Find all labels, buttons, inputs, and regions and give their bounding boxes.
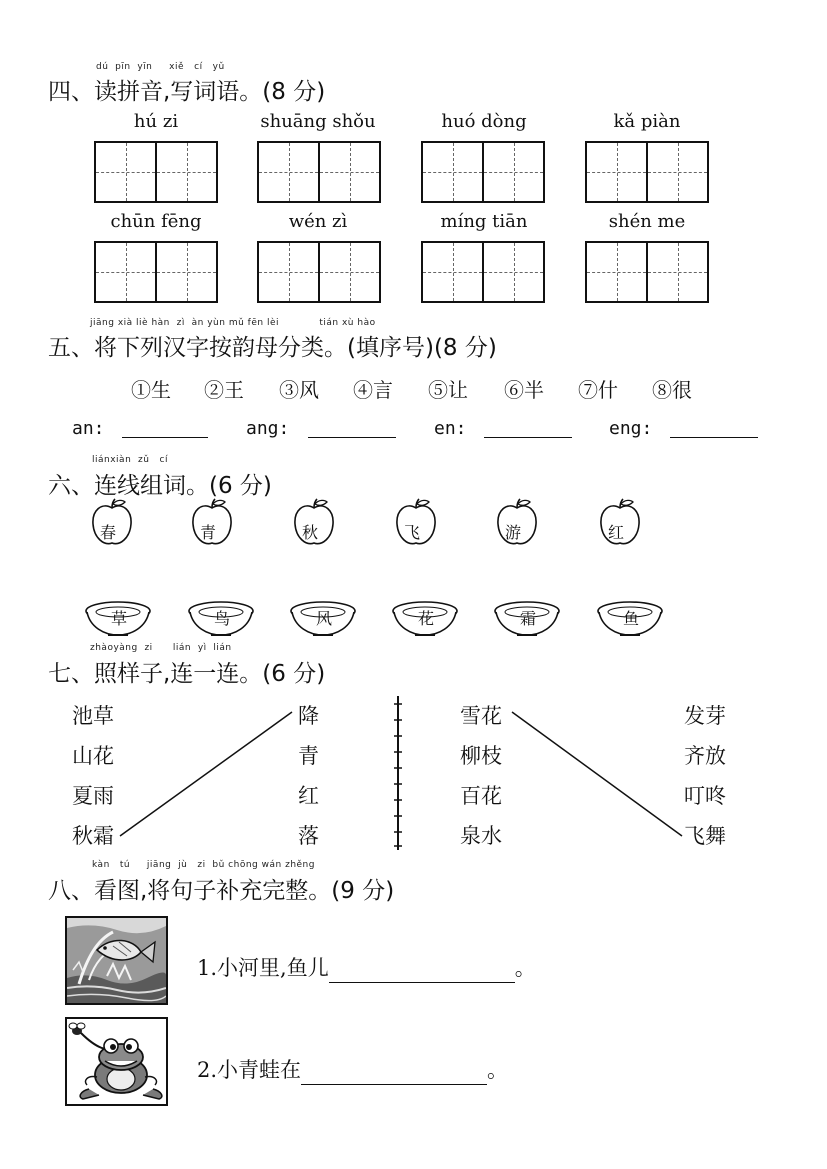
q5-char-5: ⑤让 xyxy=(428,378,468,402)
apple-char-6: 红 xyxy=(608,523,625,542)
frog-picture xyxy=(65,1017,168,1106)
q7-left-char-4[interactable]: 落 xyxy=(298,824,319,848)
q5-blank-en[interactable] xyxy=(484,437,572,438)
q5-char-3: ③风 xyxy=(279,378,319,402)
apple-char-2: 青 xyxy=(200,523,217,542)
q7-left-word-3[interactable]: 夏雨 xyxy=(72,784,114,808)
bowl-char-6: 鱼 xyxy=(623,609,640,628)
q4-pinyin-8: shén me xyxy=(608,211,686,232)
q7-left-char-1[interactable]: 降 xyxy=(298,704,319,728)
q8-blank-2[interactable] xyxy=(301,1060,487,1085)
q8-sentence-1: 1.小河里,鱼儿 。 xyxy=(197,952,536,983)
tianzige-box-4[interactable] xyxy=(585,141,709,203)
tianzige-box-8[interactable] xyxy=(585,241,709,303)
q5-char-2: ②王 xyxy=(204,378,244,402)
bowl-row xyxy=(80,598,680,638)
q5-blank-an[interactable] xyxy=(122,437,208,438)
frog-icon xyxy=(67,1019,166,1104)
tianzige-box-3[interactable] xyxy=(421,141,545,203)
q7-right-end-2[interactable]: 齐放 xyxy=(684,744,726,768)
q7-left-char-2[interactable]: 青 xyxy=(298,744,319,768)
q5-blank-eng[interactable] xyxy=(670,437,758,438)
q4-pinyin-3: huó dòng xyxy=(441,111,527,132)
example-line-right xyxy=(512,712,682,836)
q5-char-7: ⑦什 xyxy=(578,378,618,402)
tianzige-box-1[interactable] xyxy=(94,141,218,203)
tianzige-box-6[interactable] xyxy=(257,241,381,303)
q5-label-an: an: xyxy=(72,418,105,439)
q5-label-ang: ang: xyxy=(246,418,290,439)
q7-lines xyxy=(0,690,827,855)
q7-right-word-2[interactable]: 柳枝 xyxy=(460,744,502,768)
apple-char-4: 飞 xyxy=(404,523,421,542)
q7-right-word-4[interactable]: 泉水 xyxy=(460,824,502,848)
tianzige-box-7[interactable] xyxy=(421,241,545,303)
q8-title: 八、看图,将句子补充完整。(9 分) xyxy=(48,878,395,904)
tianzige-box-5[interactable] xyxy=(94,241,218,303)
bowl-char-4: 花 xyxy=(418,609,435,628)
q8-ruby: kàn tú jiāng jù zi bǔ chōng wán zhěng xyxy=(92,860,315,870)
apple-char-5: 游 xyxy=(505,523,522,542)
q6-title: 六、连线组词。(6 分) xyxy=(48,473,272,499)
q5-char-1: ①生 xyxy=(131,378,171,402)
q5-blank-ang[interactable] xyxy=(308,437,396,438)
q7-left-char-3[interactable]: 红 xyxy=(298,784,319,808)
q4-pinyin-2: shuāng shǒu xyxy=(260,111,376,132)
q7-right-end-1[interactable]: 发芽 xyxy=(684,704,726,728)
q5-label-en: en: xyxy=(434,418,467,439)
bowl-char-3: 风 xyxy=(316,609,333,628)
q7-right-word-1[interactable]: 雪花 xyxy=(460,704,502,728)
bowl-char-2: 鸟 xyxy=(214,609,231,628)
q7-title: 七、照样子,连一连。(6 分) xyxy=(48,661,326,687)
q5-char-8: ⑧很 xyxy=(652,378,692,402)
q6-ruby: liánxiàn zǔ cí xyxy=(92,455,168,465)
q7-ruby: zhàoyàng zi lián yì lián xyxy=(90,643,232,653)
q7-right-word-3[interactable]: 百花 xyxy=(460,784,502,808)
q7-left-word-1[interactable]: 池草 xyxy=(72,704,114,728)
q5-char-4: ④言 xyxy=(353,378,393,402)
example-line-left xyxy=(120,712,292,836)
bowl-char-1: 草 xyxy=(111,609,128,628)
fish-splash-icon xyxy=(67,918,166,1003)
q4-pinyin-1: hú zi xyxy=(133,111,179,132)
q7-right-end-3[interactable]: 叮咚 xyxy=(684,784,726,808)
q8-blank-1[interactable] xyxy=(329,958,515,983)
q7-left-word-4[interactable]: 秋霜 xyxy=(72,824,114,848)
divider-dotted xyxy=(394,696,402,850)
q4-pinyin-4: kǎ piàn xyxy=(613,111,681,132)
q5-ruby: jiāng xià liè hàn zì àn yùn mǔ fēn lèi tián xù hào xyxy=(90,318,376,328)
q5-title: 五、将下列汉字按韵母分类。(填序号)(8 分) xyxy=(48,335,497,361)
q8-sentence-2: 2.小青蛙在 。 xyxy=(197,1054,508,1085)
q5-char-6: ⑥半 xyxy=(504,378,544,402)
q4-pinyin-6: wén zì xyxy=(288,211,348,232)
tianzige-box-2[interactable] xyxy=(257,141,381,203)
q4-pinyin-7: míng tiān xyxy=(440,211,528,232)
q4-title: 四、读拼音,写词语。(8 分) xyxy=(48,79,326,105)
q5-label-eng: eng: xyxy=(609,418,653,439)
q4-ruby: dú pīn yīn xiě cí yǔ xyxy=(96,62,225,72)
q7-right-end-4[interactable]: 飞舞 xyxy=(684,824,726,848)
q7-left-word-2[interactable]: 山花 xyxy=(72,744,114,768)
apple-char-3: 秋 xyxy=(302,523,319,542)
bowl-char-5: 霜 xyxy=(520,609,537,628)
q4-pinyin-5: chūn fēng xyxy=(110,211,202,232)
apple-row xyxy=(80,497,680,549)
apple-char-1: 春 xyxy=(100,523,117,542)
fish-picture xyxy=(65,916,168,1005)
